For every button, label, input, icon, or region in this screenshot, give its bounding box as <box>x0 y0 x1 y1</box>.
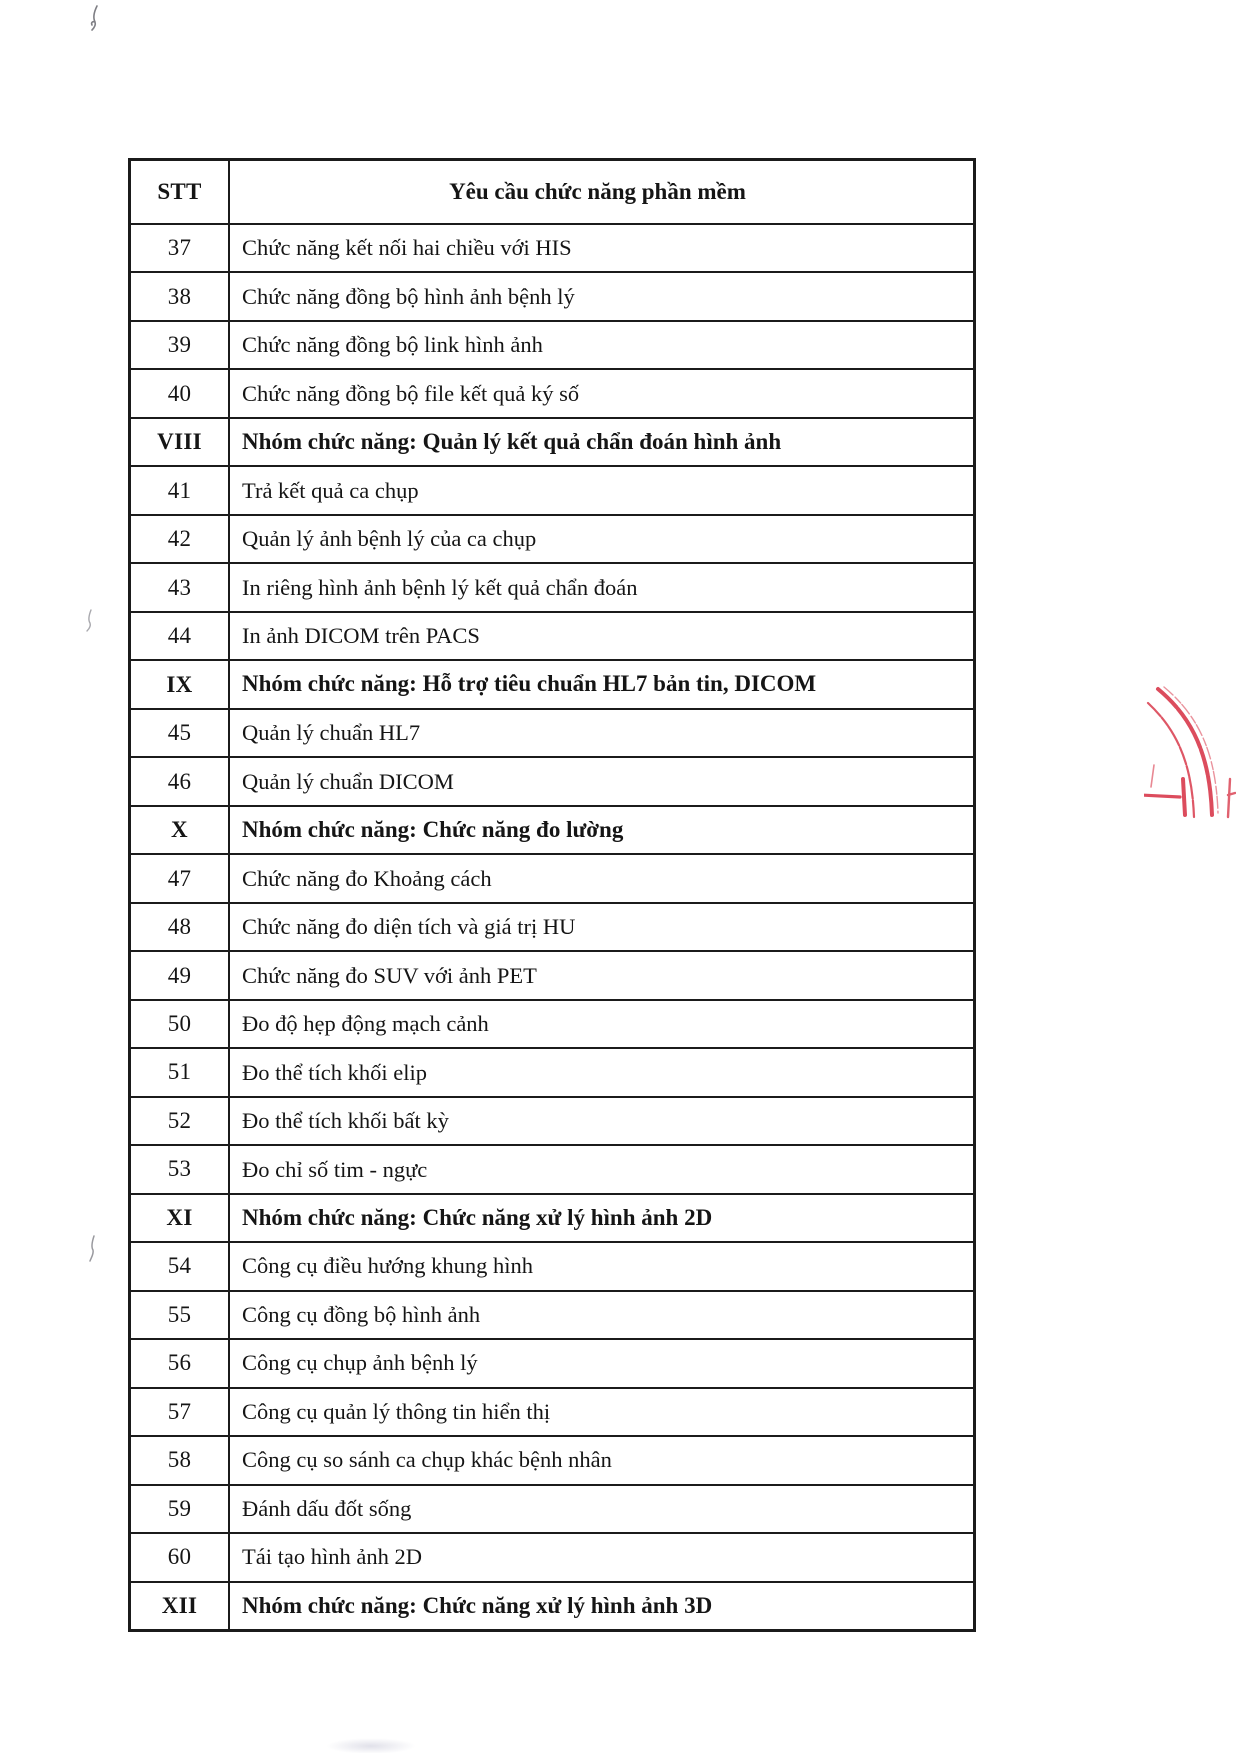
row-number-cell: X <box>131 807 230 853</box>
row-requirement-cell: Quản lý ảnh bệnh lý của ca chụp <box>242 526 537 552</box>
table-row <box>131 1049 973 1097</box>
row-number-cell: 42 <box>131 516 230 562</box>
table-row <box>131 273 973 321</box>
row-number-cell: 47 <box>131 855 230 901</box>
row-requirement-cell: Quản lý chuẩn HL7 <box>242 720 421 746</box>
table-body <box>131 225 973 1629</box>
row-number-cell: 60 <box>131 1534 230 1580</box>
row-requirement-cell: Chức năng đo Khoảng cách <box>242 865 492 891</box>
row-number-cell: 56 <box>131 1340 230 1386</box>
row-requirement-cell: Chức năng đồng bộ hình ảnh bệnh lý <box>242 283 575 309</box>
table-row <box>131 322 973 370</box>
table-row <box>131 419 973 467</box>
table-row <box>131 225 973 273</box>
row-number-cell: 39 <box>131 322 230 368</box>
header-requirement: Yêu cầu chức năng phần mềm <box>449 178 746 204</box>
table-row <box>131 1583 973 1629</box>
row-number-cell: 55 <box>131 1292 230 1338</box>
header-stt: STT <box>131 161 230 223</box>
row-requirement-cell: In riêng hình ảnh bệnh lý kết quả chẩn đoán <box>242 574 638 600</box>
row-number-cell: 43 <box>131 564 230 610</box>
row-number-cell: 37 <box>131 225 230 271</box>
row-requirement-cell: Đo thể tích khối bất kỳ <box>242 1108 449 1134</box>
table-row <box>131 661 973 709</box>
row-number-cell: 53 <box>131 1146 230 1192</box>
row-requirement-cell: Quản lý chuẩn DICOM <box>242 768 454 794</box>
row-number-cell: IX <box>131 661 230 707</box>
row-number-cell: 46 <box>131 758 230 804</box>
row-requirement-cell: Chức năng kết nối hai chiều với HIS <box>242 235 572 261</box>
row-number-cell: 51 <box>131 1049 230 1095</box>
table-row <box>131 1292 973 1340</box>
row-requirement-cell: Đánh dấu đốt sống <box>242 1495 412 1521</box>
table-row <box>131 1389 973 1437</box>
table-row <box>131 710 973 758</box>
row-number-cell: 41 <box>131 467 230 513</box>
row-requirement-cell: Chức năng đồng bộ file kết quả ký số <box>242 380 580 406</box>
table-row <box>131 1243 973 1291</box>
ink-mark-icon <box>88 4 102 43</box>
row-number-cell: 44 <box>131 613 230 659</box>
row-requirement-cell: Công cụ quản lý thông tin hiển thị <box>242 1398 551 1424</box>
table-row <box>131 904 973 952</box>
ink-mark-icon <box>84 608 96 639</box>
table-row <box>131 1098 973 1146</box>
row-requirement-cell: Đo độ hẹp động mạch cảnh <box>242 1011 489 1037</box>
red-stamp-icon <box>1144 683 1236 823</box>
row-number-cell: 52 <box>131 1098 230 1144</box>
row-requirement-cell: Đo chỉ số tim - ngực <box>242 1156 428 1182</box>
row-requirement-cell: Công cụ điều hướng khung hình <box>242 1253 533 1279</box>
row-number-cell: VIII <box>131 419 230 465</box>
row-requirement-cell: Chức năng đo SUV với ảnh PET <box>242 962 537 988</box>
table-row <box>131 952 973 1000</box>
row-number-cell: 50 <box>131 1001 230 1047</box>
table-row <box>131 1001 973 1049</box>
table-row <box>131 1534 973 1582</box>
row-requirement-cell: Tái tạo hình ảnh 2D <box>242 1544 422 1570</box>
table-row <box>131 467 973 515</box>
row-requirement-cell: Trả kết quả ca chụp <box>242 477 419 503</box>
row-requirement-cell: Chức năng đồng bộ link hình ảnh <box>242 332 543 358</box>
row-requirement-cell: Nhóm chức năng: Chức năng đo lường <box>242 816 624 842</box>
row-requirement-cell: Nhóm chức năng: Chức năng xử lý hình ảnh 3D <box>242 1592 713 1618</box>
table-row <box>131 1146 973 1194</box>
row-number-cell: 38 <box>131 273 230 319</box>
row-requirement-cell: Nhóm chức năng: Hỗ trợ tiêu chuẩn HL7 bản tin, DICOM <box>242 671 817 697</box>
table-row <box>131 370 973 418</box>
row-requirement-cell: Chức năng đo diện tích và giá trị HU <box>242 914 576 940</box>
table-row <box>131 613 973 661</box>
table-row <box>131 1340 973 1388</box>
row-requirement-cell: In ảnh DICOM trên PACS <box>242 623 480 649</box>
table-row <box>131 564 973 612</box>
row-number-cell: 57 <box>131 1389 230 1435</box>
row-number-cell: 58 <box>131 1437 230 1483</box>
table-row <box>131 516 973 564</box>
table-row <box>131 758 973 806</box>
table-row <box>131 1195 973 1243</box>
table-row <box>131 855 973 903</box>
row-number-cell: 48 <box>131 904 230 950</box>
requirements-table <box>128 158 976 1632</box>
row-number-cell: 40 <box>131 370 230 416</box>
row-requirement-cell: Công cụ so sánh ca chụp khác bệnh nhân <box>242 1447 612 1473</box>
row-number-cell: 54 <box>131 1243 230 1289</box>
row-number-cell: XII <box>131 1583 230 1629</box>
row-requirement-cell: Nhóm chức năng: Quản lý kết quả chẩn đoán hình ảnh <box>242 428 782 454</box>
row-requirement-cell: Công cụ đồng bộ hình ảnh <box>242 1301 481 1327</box>
table-row <box>131 1486 973 1534</box>
row-requirement-cell: Đo thể tích khối elip <box>242 1059 427 1085</box>
row-number-cell: XI <box>131 1195 230 1241</box>
row-requirement-cell: Nhóm chức năng: Chức năng xử lý hình ảnh 2D <box>242 1204 713 1230</box>
ink-mark-icon <box>86 1234 98 1269</box>
table-row <box>131 807 973 855</box>
table-header-row <box>131 161 973 225</box>
row-number-cell: 49 <box>131 952 230 998</box>
row-number-cell: 59 <box>131 1486 230 1532</box>
table-row <box>131 1437 973 1485</box>
row-requirement-cell: Công cụ chụp ảnh bệnh lý <box>242 1350 478 1376</box>
row-number-cell: 45 <box>131 710 230 756</box>
scan-smudge <box>326 1738 416 1753</box>
